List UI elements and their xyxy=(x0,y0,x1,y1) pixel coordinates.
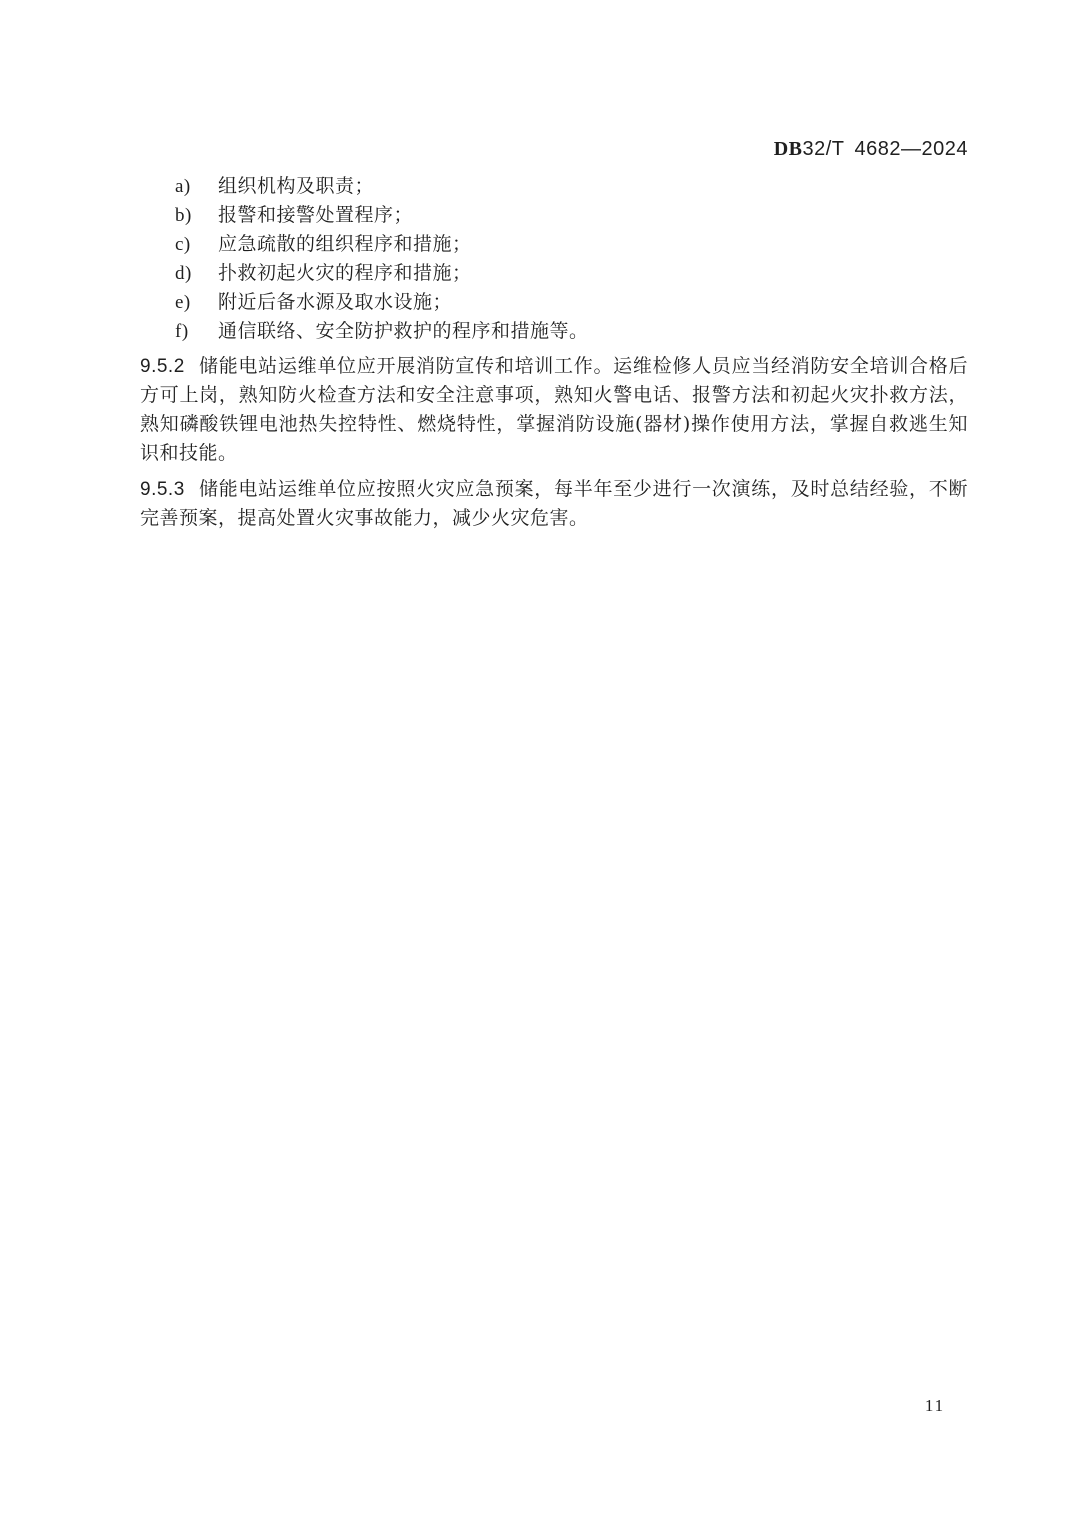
list-item-text: 组织机构及职责； xyxy=(218,175,375,197)
list-item-b xyxy=(140,201,968,230)
list-item-text: 应急疏散的组织程序和措施； xyxy=(218,233,472,255)
list-item-label: e) xyxy=(175,292,191,313)
doc-code-mid: 32/T xyxy=(802,138,845,160)
list-item-e xyxy=(140,288,968,317)
list-item-label: f) xyxy=(175,321,189,342)
list-item-d xyxy=(140,259,968,288)
list-item-label: a) xyxy=(175,176,191,197)
clause-9-5-3 xyxy=(140,475,968,533)
clause-9-5-2 xyxy=(140,352,968,468)
list-item-text: 扑救初起火灾的程序和措施； xyxy=(218,262,472,284)
clause-text: 储能电站运维单位应按照火灾应急预案，每半年至少进行一次演练，及时总结经验，不断完善预案，提高处置火灾事故能力，减少火灾危害。 xyxy=(140,478,968,529)
list-item-label: b) xyxy=(175,205,192,226)
clause-number: 9.5.3 xyxy=(140,479,185,500)
doc-code-prefix: DB xyxy=(773,138,803,160)
list-item-c xyxy=(140,230,968,259)
document-body xyxy=(140,172,968,533)
doc-code-number: 4682—2024 xyxy=(854,138,968,160)
list-item-text: 通信联络、安全防护救护的程序和措施等。 xyxy=(218,320,589,342)
list-item-label: c) xyxy=(175,234,191,255)
clause-text: 储能电站运维单位应开展消防宣传和培训工作。运维检修人员应当经消防安全培训合格后方可上岗，熟知防火检查方法和安全注意事项，熟知火警电话、报警方法和初起火灾扑救方法，熟知磷酸铁锂电池热失控特性、燃烧特性，掌握消防设施(器材)操作使用方法，掌握自救逃生知识和技能。 xyxy=(140,355,968,464)
lettered-list xyxy=(140,172,968,346)
list-item-label: d) xyxy=(175,263,192,284)
list-item-text: 报警和接警处置程序； xyxy=(218,204,414,226)
list-item-f xyxy=(140,317,968,346)
doc-header xyxy=(774,136,968,161)
page-number: 11 xyxy=(924,1396,946,1415)
list-item-a xyxy=(140,172,968,201)
clause-number: 9.5.2 xyxy=(140,356,185,377)
list-item-text: 附近后备水源及取水设施； xyxy=(218,291,453,313)
